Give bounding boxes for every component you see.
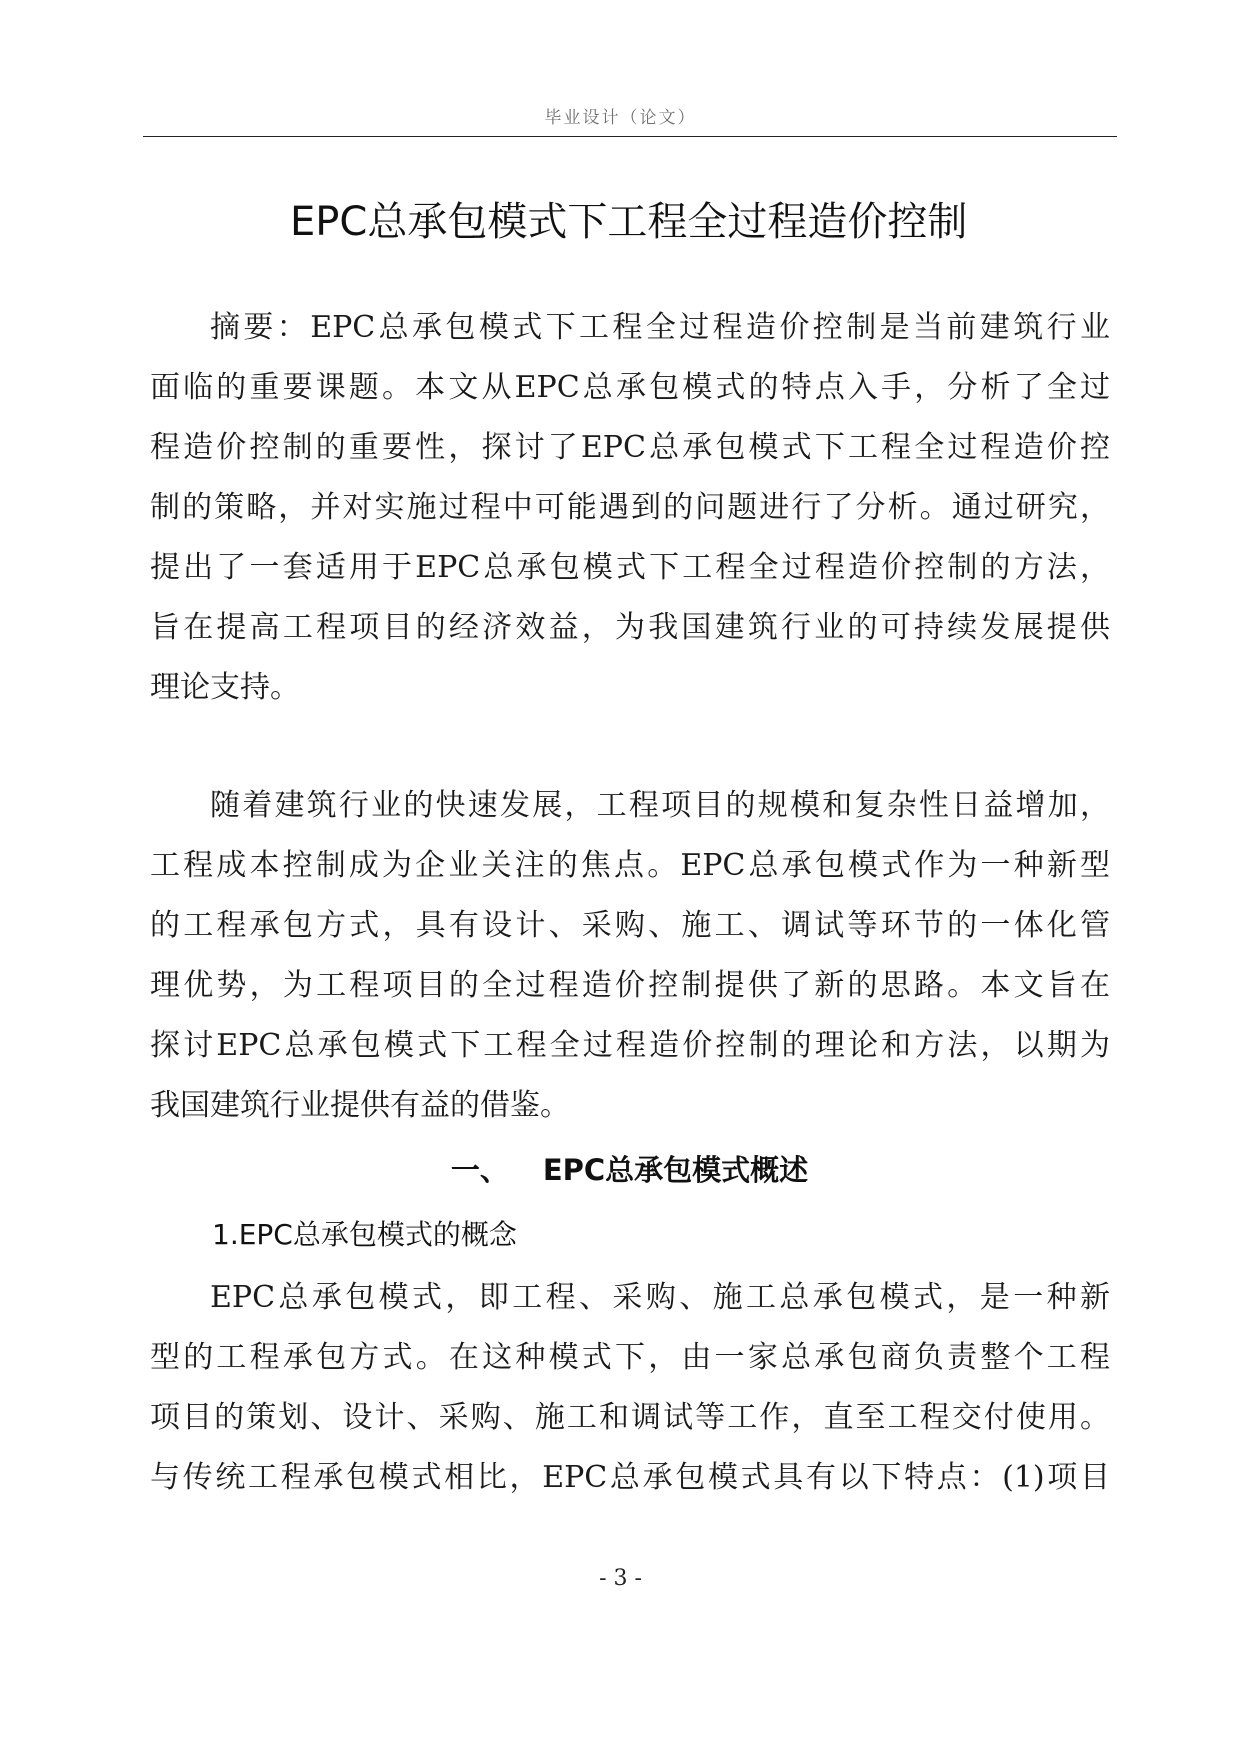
document-title: EPC总承包模式下工程全过程造价控制 [290, 199, 968, 245]
section-heading [0, 1148, 1241, 1189]
abstract-line: 理论支持。 [150, 670, 300, 705]
intro-line: 随着建筑行业的快速发展，工程项目的规模和复杂性日益增加， [210, 788, 1110, 823]
concept-line: 型的工程承包方式。在这种模式下，由一家总承包商负责整个工程 [150, 1340, 1110, 1375]
subsection-heading: 1.EPC总承包模式的概念 [212, 1218, 517, 1251]
abstract-line: 旨在提高工程项目的经济效益，为我国建筑行业的可持续发展提供 [150, 610, 1110, 645]
abstract-line: 摘要：EPC总承包模式下工程全过程造价控制是当前建筑行业 [210, 310, 1110, 345]
intro-line: 的工程承包方式，具有设计、采购、施工、调试等环节的一体化管 [150, 908, 1110, 943]
abstract-line: 制的策略，并对实施过程中可能遇到的问题进行了分析。通过研究， [150, 490, 1110, 525]
header-text: 毕业设计（论文） [544, 108, 697, 128]
concept-line: 项目的策划、设计、采购、施工和调试等工作，直至工程交付使用。 [150, 1400, 1110, 1435]
concept-line: 与传统工程承包模式相比，EPC总承包模式具有以下特点：(1)项目 [150, 1460, 1110, 1495]
intro-line: 探讨EPC总承包模式下工程全过程造价控制的理论和方法，以期为 [150, 1028, 1110, 1063]
page-number: - 3 - [599, 1566, 642, 1591]
intro-line: 我国建筑行业提供有益的借鉴。 [150, 1088, 570, 1123]
intro-line: 理优势，为工程项目的全过程造价控制提供了新的思路。本文旨在 [150, 968, 1110, 1003]
section-title: EPC总承包模式概述 [542, 1153, 809, 1187]
abstract-line: 面临的重要课题。本文从EPC总承包模式的特点入手，分析了全过 [150, 370, 1110, 405]
section-number: 一、 [450, 1153, 509, 1187]
header-divider [143, 136, 1117, 137]
abstract-line: 程造价控制的重要性，探讨了EPC总承包模式下工程全过程造价控 [150, 430, 1110, 465]
intro-line: 工程成本控制成为企业关注的焦点。EPC总承包模式作为一种新型 [150, 848, 1110, 883]
abstract-line: 提出了一套适用于EPC总承包模式下工程全过程造价控制的方法， [150, 550, 1110, 585]
concept-line: EPC总承包模式，即工程、采购、施工总承包模式，是一种新 [210, 1280, 1110, 1315]
